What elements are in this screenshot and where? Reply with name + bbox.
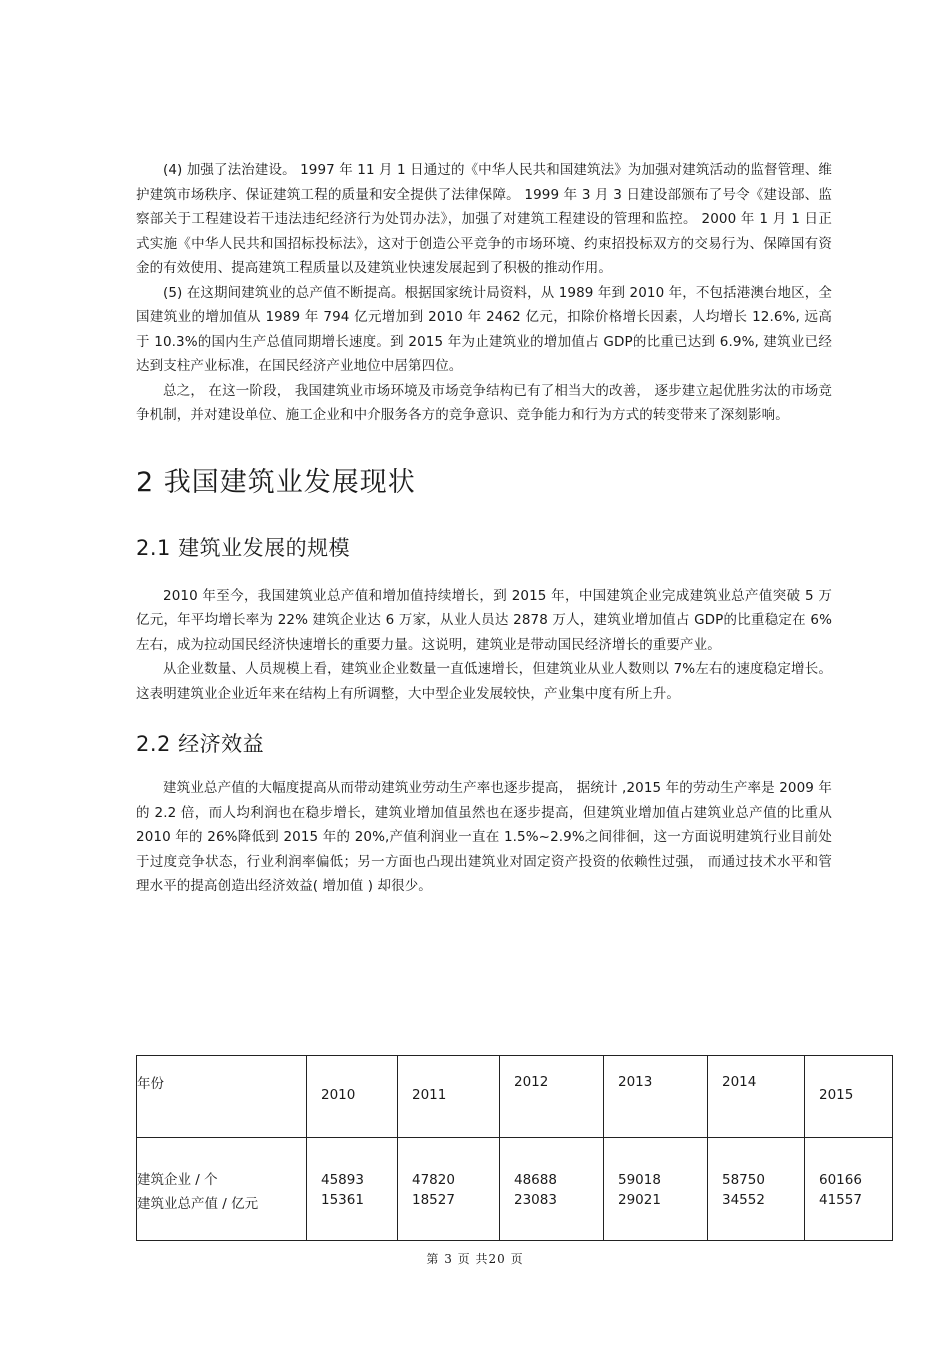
table-row xyxy=(137,1138,893,1191)
paragraph-output-growth: (5) 在这期间建筑业的总产值不断提高。根据国家统计局资料，从 1989 年到 2010 年，不包括港澳台地区，全国建筑业的增加值从 1989 年 794 亿元增加到 2010 年 2462 亿元，扣除价格增长因素，人均增长 12.6%, 远高于 10.3%的国内生产总值同期增长速度。到 2015 年为止建筑业的增加值占 GDP的比重已达到 6.9%, 建筑业已经达到支柱产业标准，在国民经济产业地位中居第四位。 xyxy=(136,284,832,374)
year-header: 2010 xyxy=(307,1056,398,1138)
section-title: 2 我国建筑业发展现状 xyxy=(136,466,416,498)
table-row xyxy=(137,1190,893,1241)
year-header: 2013 xyxy=(604,1056,708,1138)
paragraph-scale-1: 2010 年至今，我国建筑业总产值和增加值持续增长，到 2015 年，中国建筑企业完成建筑业总产值突破 5 万亿元，年平均增长率为 22% 建筑企业达 6 万家，从业人员达 2878 万人，建筑业增加值占 GDP的比重稳定在 6%左右，成为拉动国民经济快速增长的重要力量。这说明，建筑业是带动国民经济增长的重要产业。 xyxy=(136,587,832,653)
subsection-title-scale: 2.1 建筑业发展的规模 xyxy=(136,535,351,560)
year-header: 2014 xyxy=(708,1056,805,1138)
year-header: 2011 xyxy=(398,1056,500,1138)
row-label: 建筑企业 / 个 xyxy=(137,1138,307,1191)
table-cell: 59018 xyxy=(604,1138,708,1191)
table-header-row xyxy=(137,1056,893,1138)
industry-data-table xyxy=(136,1055,893,1241)
table-cell: 58750 xyxy=(708,1138,805,1191)
paragraph-benefit: 建筑业总产值的大幅度提高从而带动建筑业劳动生产率也逐步提高， 据统计 ,2015 年的劳动生产率是 2009 年的 2.2 倍，而人均利润也在稳步增长，建筑业增加值虽然也在逐步提高，但建筑业增加值占建筑业总产值的比重从 2010 年的 26%降低到 2015 年的 20%,产值利润业一直在 1.5%~2.9%之间徘徊，这一方面说明建筑行业目前处于过度竞争状态，行业利润率偏低；另一方面也凸现出建筑业对固定资产投资的依赖性过强， 而通过技术水平和管理水平的提高创造出经济效益( 增加值 ) 却很少。 xyxy=(136,780,832,894)
table-cell: 29021 xyxy=(604,1190,708,1241)
table-cell: 18527 xyxy=(398,1190,500,1241)
table-header-label: 年份 xyxy=(137,1056,307,1138)
table-cell: 60166 xyxy=(805,1138,893,1191)
page-number-footer: 第 3 页 共20 页 xyxy=(426,1252,524,1266)
paragraph-law-construction: (4) 加强了法治建设。 1997 年 11 月 1 日通过的《中华人民共和国建筑法》为加强对建筑活动的监督管理、维护建筑市场秩序、保证建筑工程的质量和安全提供了法律保障。 1999 年 3 月 3 日建设部颁布了号令《建设部、监察部关于工程建设若干违法违纪经济行为处罚办法》，加强了对建筑工程建设的管理和监控。 2000 年 1 月 1 日正式实施《中华人民共和国招标投标法》，这对于创造公平竞争的市场环境、约束招投标双方的交易行为、保障国有资金的有效使用、提高建筑工程质量以及建筑业快速发展起到了积极的推动作用。 xyxy=(136,162,832,276)
year-header: 2012 xyxy=(500,1056,604,1138)
year-header: 2015 xyxy=(805,1056,893,1138)
page-content xyxy=(136,158,832,899)
table-cell: 23083 xyxy=(500,1190,604,1241)
paragraph-summary: 总之， 在这一阶段， 我国建筑业市场环境及市场竞争结构已有了相当大的改善， 逐步建立起优胜劣汰的市场竞争机制，并对建设单位、施工企业和中介服务各方的竞争意识、竞争能力和行为方式的转变带来了深刻影响。 xyxy=(136,382,832,423)
table-cell: 15361 xyxy=(307,1190,398,1241)
table-cell: 47820 xyxy=(398,1138,500,1191)
row-label: 建筑业总产值 / 亿元 xyxy=(137,1190,307,1241)
paragraph-scale-2: 从企业数量、人员规模上看，建筑业企业数量一直低速增长，但建筑业从业人数则以 7%左右的速度稳定增长。这表明建筑业企业近年来在结构上有所调整，大中型企业发展较快，产业集中度有所上升。 xyxy=(136,661,832,702)
table-cell: 48688 xyxy=(500,1138,604,1191)
table-cell: 34552 xyxy=(708,1190,805,1241)
table-cell: 41557 xyxy=(805,1190,893,1241)
table-cell: 45893 xyxy=(307,1138,398,1191)
subsection-title-benefit: 2.2 经济效益 xyxy=(136,732,265,756)
